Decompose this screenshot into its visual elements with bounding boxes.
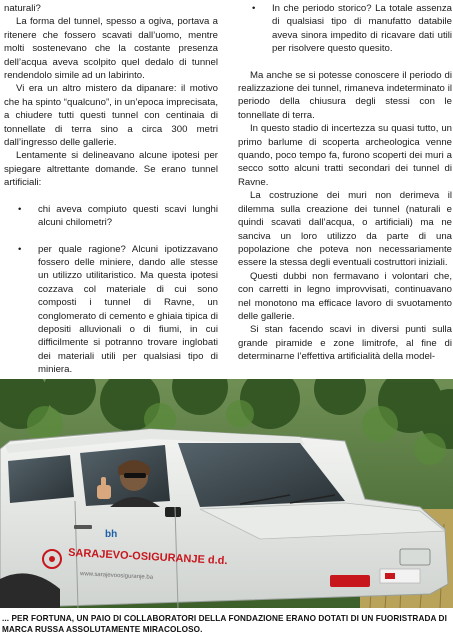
paragraph: Lentamente si delineavano alcune ipotesi per spiegare altrettante domande. Se erano tunnel artificiali: bbox=[4, 150, 218, 189]
bullet-item: • In che periodo storico? La totale assenza di qualsiasi tipo di manufatto databile aveva sinora impedito di ricavare dati utili per risolvere questo quesito. bbox=[272, 2, 452, 56]
paragraph: La forma del tunnel, spesso a ogiva, portava a ritenere che fossero scavati dall’uomo, mentre molti sostenevano che la costante presenza dell’acqua aveva scolpito quel dedalo di tunnel rendendolo simile ad un labirinto. bbox=[4, 16, 218, 82]
door-web-text: www.sarajevoosiguranje.ba bbox=[79, 571, 154, 581]
paragraph: naturali? bbox=[4, 3, 41, 14]
paragraph: Ma anche se si potesse conoscere il periodo di realizzazione dei tunnel, rimaneva indeterminato il periodo della chiusura degli stessi con le tonnellate di terra. bbox=[238, 69, 452, 121]
photo-caption: ... PER FORTUNA, UN PAIO DI COLLABORATORI DELLA FONDAZIONE ERANO DOTATI DI UN FUORISTRADA DI MARCA RUSSA ASSOLUTAMENTE MIRACOLOSO. bbox=[2, 614, 447, 634]
photo-offroad-car bbox=[0, 379, 453, 608]
bullet-item: • chi aveva compiuto questi scavi lunghi alcuni chilometri? bbox=[38, 203, 218, 230]
bullet-list bbox=[4, 203, 218, 377]
paragraph: La costruzione dei muri non derimeva il dilemma sulla creazione dei tunnel (naturali e quindi scavati dall’acqua, o artificiali) ma ne sanciva un loro utilizzo da parte di una popolazione che poteva non necessariamente essere la stessa degli eventuali costruttori iniziali. bbox=[238, 190, 452, 269]
right-text-column bbox=[238, 2, 452, 364]
bullet-item: • per quale ragione? Alcuni ipotizzavano fossero delle miniere, dando alle stesse un utilizzo utilitaristico. Ma questa ipotesi cozzava col materiale di cui sono composti i tunnel di Ravne, un conglomerato di cemento e ghiaia tipica di depositi alluvionali o di fiumi, in cui difficilmente si potranno trovare inglobati dei materiali utili per qualsiasi tipo di miniera. bbox=[38, 243, 218, 377]
paragraph: In questo stadio di incertezza su quasi tutto, un primo barlume di scoperta archeologica venne quando, poco tempo fa, furono scoperti dei muri a secco sotto alcuni tratti secondari dei tunnel di Ravne. bbox=[238, 123, 452, 188]
paragraph: Si stan facendo scavi in diversi punti sulla grande piramide e zone limitrofe, al fine di determinarne l’effettiva artificialità della model- bbox=[238, 324, 452, 363]
bullet-list bbox=[238, 2, 452, 56]
door-logo-text: SARAJEVO-OSIGURANJE d.d. bbox=[67, 546, 228, 568]
paragraph: Vi era un altro mistero da dipanare: il motivo che ha spinto “qualcuno”, in un’epoca imprecisata, a chiudere tutti questi tunnel con centinaia di tonnellate di terra sino a circa 300 metri dall’ingresso delle gallerie. bbox=[4, 83, 218, 149]
window-sticker: bh bbox=[105, 529, 118, 540]
paragraph: Questi dubbi non fermavano i volontari che, con carretti in legno improvvisati, continuavano nel monotono ma efficace lavoro di svuotamento delle gallerie. bbox=[238, 270, 452, 322]
left-text-column bbox=[4, 2, 218, 377]
